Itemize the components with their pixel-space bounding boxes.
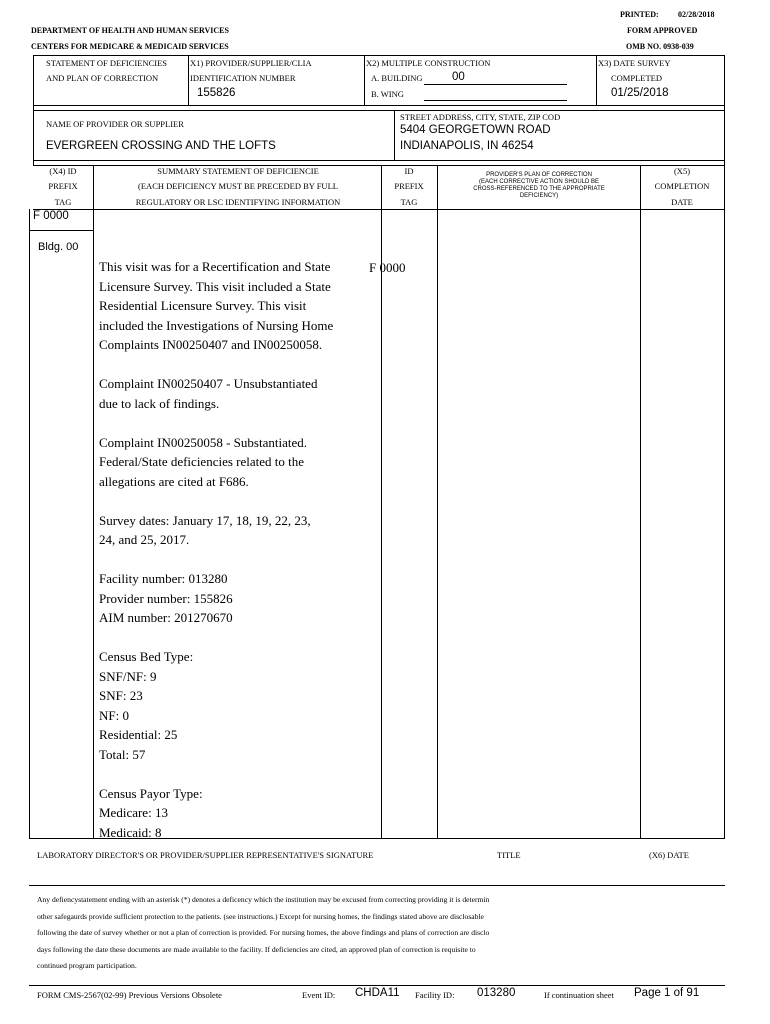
wing-label: B. WING bbox=[371, 89, 404, 99]
paragraph-survey-dates bbox=[99, 511, 333, 550]
paragraph-census-bed bbox=[99, 647, 333, 764]
id-prefix-label: PREFIX bbox=[394, 181, 424, 191]
id-label: ID bbox=[404, 166, 414, 176]
x4-tag-label: TAG bbox=[54, 197, 72, 207]
disclaimer-line: Any defiencystatement ending with an asterisk (*) denotes a deficency which the institution may be excused from correcting providing it is determin bbox=[37, 895, 490, 904]
x5-label: (X5) bbox=[673, 166, 691, 176]
omb-number: OMB NO. 0938-039 bbox=[626, 42, 694, 51]
line: due to lack of findings. bbox=[99, 395, 220, 411]
plan-instruction-3: DEFICIENCY) bbox=[519, 193, 559, 199]
event-id-value: CHDA11 bbox=[355, 987, 400, 999]
disclaimer-line: continued program participation. bbox=[37, 961, 137, 970]
x4-label: (X4) ID bbox=[49, 166, 77, 176]
form-number: FORM CMS-2567(02-99) Previous Versions Obsolete bbox=[37, 990, 222, 1000]
form-approved: FORM APPROVED bbox=[627, 26, 698, 35]
line: included the Investigations of Nursing Home bbox=[99, 317, 334, 333]
title-label: TITLE bbox=[497, 850, 521, 860]
x1-id-label: IDENTIFICATION NUMBER bbox=[190, 73, 296, 83]
line: Complaint IN00250058 - Substantiated. bbox=[99, 434, 307, 450]
plan-label: AND PLAN OF CORRECTION bbox=[46, 73, 159, 83]
line: Federal/State deficiencies related to the bbox=[99, 454, 305, 469]
prefix-tag-left: F 0000 bbox=[33, 210, 69, 222]
prefix-tag-right: F 0000 bbox=[369, 260, 406, 275]
line: Total: 57 bbox=[99, 746, 146, 762]
line: SNF/NF: 9 bbox=[99, 668, 157, 684]
facility-id-value: 013280 bbox=[477, 987, 516, 999]
disclaimer-line: days following the date these documents are made available to the facility. If deficiencies are cited, an approved plan of correction is requisite to bbox=[37, 944, 476, 954]
line: SNF: 23 bbox=[99, 688, 143, 703]
disclaimer bbox=[37, 892, 489, 975]
line: Complaint IN00250407 - Unsubstantiated bbox=[99, 376, 318, 391]
line: Facility number: 013280 bbox=[99, 571, 228, 586]
plan-label: PROVIDER'S PLAN OF CORRECTION bbox=[486, 172, 592, 178]
line: Residential: 25 bbox=[99, 727, 178, 742]
line: Licensure Survey. This visit included a State bbox=[99, 278, 331, 294]
x3-label: X3) DATE SURVEY bbox=[598, 58, 671, 68]
continuation-label: If continuation sheet bbox=[544, 990, 614, 1000]
line: 24, and 25, 2017. bbox=[99, 532, 190, 547]
summary-instruction: (EACH DEFICIENCY MUST BE PRECEDED BY FULL bbox=[138, 181, 338, 191]
summary-instruction-2: REGULATORY OR LSC IDENTIFYING INFORMATION bbox=[135, 197, 341, 207]
facility-id-label: Facility ID: bbox=[415, 990, 455, 1000]
line: Census Payor Type: bbox=[99, 785, 203, 801]
paragraph-facility-numbers bbox=[99, 569, 333, 628]
page-number: Page 1 of 91 bbox=[634, 987, 700, 999]
paragraph-complaint-2 bbox=[99, 433, 333, 492]
plan-instruction: (EACH CORRECTIVE ACTION SHOULD BE bbox=[478, 179, 600, 185]
x2-label: X2) MULTIPLE CONSTRUCTION bbox=[366, 58, 491, 68]
x6-date-label: (X6) DATE bbox=[649, 850, 689, 860]
disclaimer-line: following the date of survey whether or not a plan of correction is provided. For nursing homes, the above findings and plans of correction are disclo bbox=[37, 928, 490, 937]
line: AIM number: 201270670 bbox=[99, 610, 233, 625]
building-value: 00 bbox=[452, 71, 465, 83]
line: This visit was for a Recertification and State bbox=[99, 259, 331, 274]
paragraph-census-payor bbox=[99, 784, 333, 843]
event-id-label: Event ID: bbox=[302, 990, 336, 1000]
survey-date-value: 01/25/2018 bbox=[611, 87, 669, 99]
x1-label: X1) PROVIDER/SUPPLIER/CLIA bbox=[190, 58, 312, 68]
completion-label: COMPLETION bbox=[654, 181, 710, 191]
signature-label: LABORATORY DIRECTOR'S OR PROVIDER/SUPPLIER REPRESENTATIVE'S SIGNATURE bbox=[37, 850, 374, 860]
printed-date: 02/28/2018 bbox=[678, 10, 715, 19]
line: allegations are cited at F686. bbox=[99, 473, 249, 489]
plan-instruction-2: CROSS-REFERENCED TO THE APPROPRIATE bbox=[473, 186, 605, 192]
summary-label: SUMMARY STATEMENT OF DEFICIENCIE bbox=[157, 166, 319, 176]
department-title: DEPARTMENT OF HEALTH AND HUMAN SERVICES bbox=[31, 26, 229, 35]
completed-label: COMPLETED bbox=[611, 73, 662, 83]
line: Census Bed Type: bbox=[99, 649, 194, 664]
provider-name-value: EVERGREEN CROSSING AND THE LOFTS bbox=[46, 140, 276, 152]
printed-label: PRINTED: bbox=[620, 10, 659, 19]
provider-name-label: NAME OF PROVIDER OR SUPPLIER bbox=[46, 119, 184, 129]
id-tag-label: TAG bbox=[400, 197, 418, 207]
statement-label: STATEMENT OF DEFICIENCIES bbox=[46, 58, 168, 68]
line: Survey dates: January 17, 18, 19, 22, 23, bbox=[99, 512, 311, 528]
x4-prefix-label: PREFIX bbox=[48, 181, 78, 191]
building-tag: Bldg. 00 bbox=[38, 241, 79, 253]
summary-statement bbox=[99, 257, 333, 842]
date-label: DATE bbox=[671, 197, 693, 207]
address-line2: INDIANAPOLIS, IN 46254 bbox=[400, 140, 534, 152]
building-label: A. BUILDING bbox=[371, 73, 423, 83]
provider-id-value: 155826 bbox=[197, 87, 236, 99]
line: Medicare: 13 bbox=[99, 805, 168, 820]
line: Complaints IN00250407 and IN00250058. bbox=[99, 337, 323, 352]
line: Provider number: 155826 bbox=[99, 590, 233, 606]
disclaimer-line: other safegaurds provide sufficient protection to the patients. (see instructions.) Except for nursing homes, the findings stated above are disclosable bbox=[37, 911, 484, 921]
address-label: STREET ADDRESS, CITY, STATE, ZIP COD bbox=[400, 112, 561, 122]
paragraph-complaint-1 bbox=[99, 374, 333, 413]
paragraph-visit bbox=[99, 257, 333, 355]
line: Medicaid: 8 bbox=[99, 824, 162, 840]
address-line1: 5404 GEORGETOWN ROAD bbox=[400, 124, 551, 136]
line: NF: 0 bbox=[99, 707, 129, 723]
line: Residential Licensure Survey. This visit bbox=[99, 298, 307, 313]
centers-title: CENTERS FOR MEDICARE & MEDICAID SERVICES bbox=[31, 42, 229, 51]
